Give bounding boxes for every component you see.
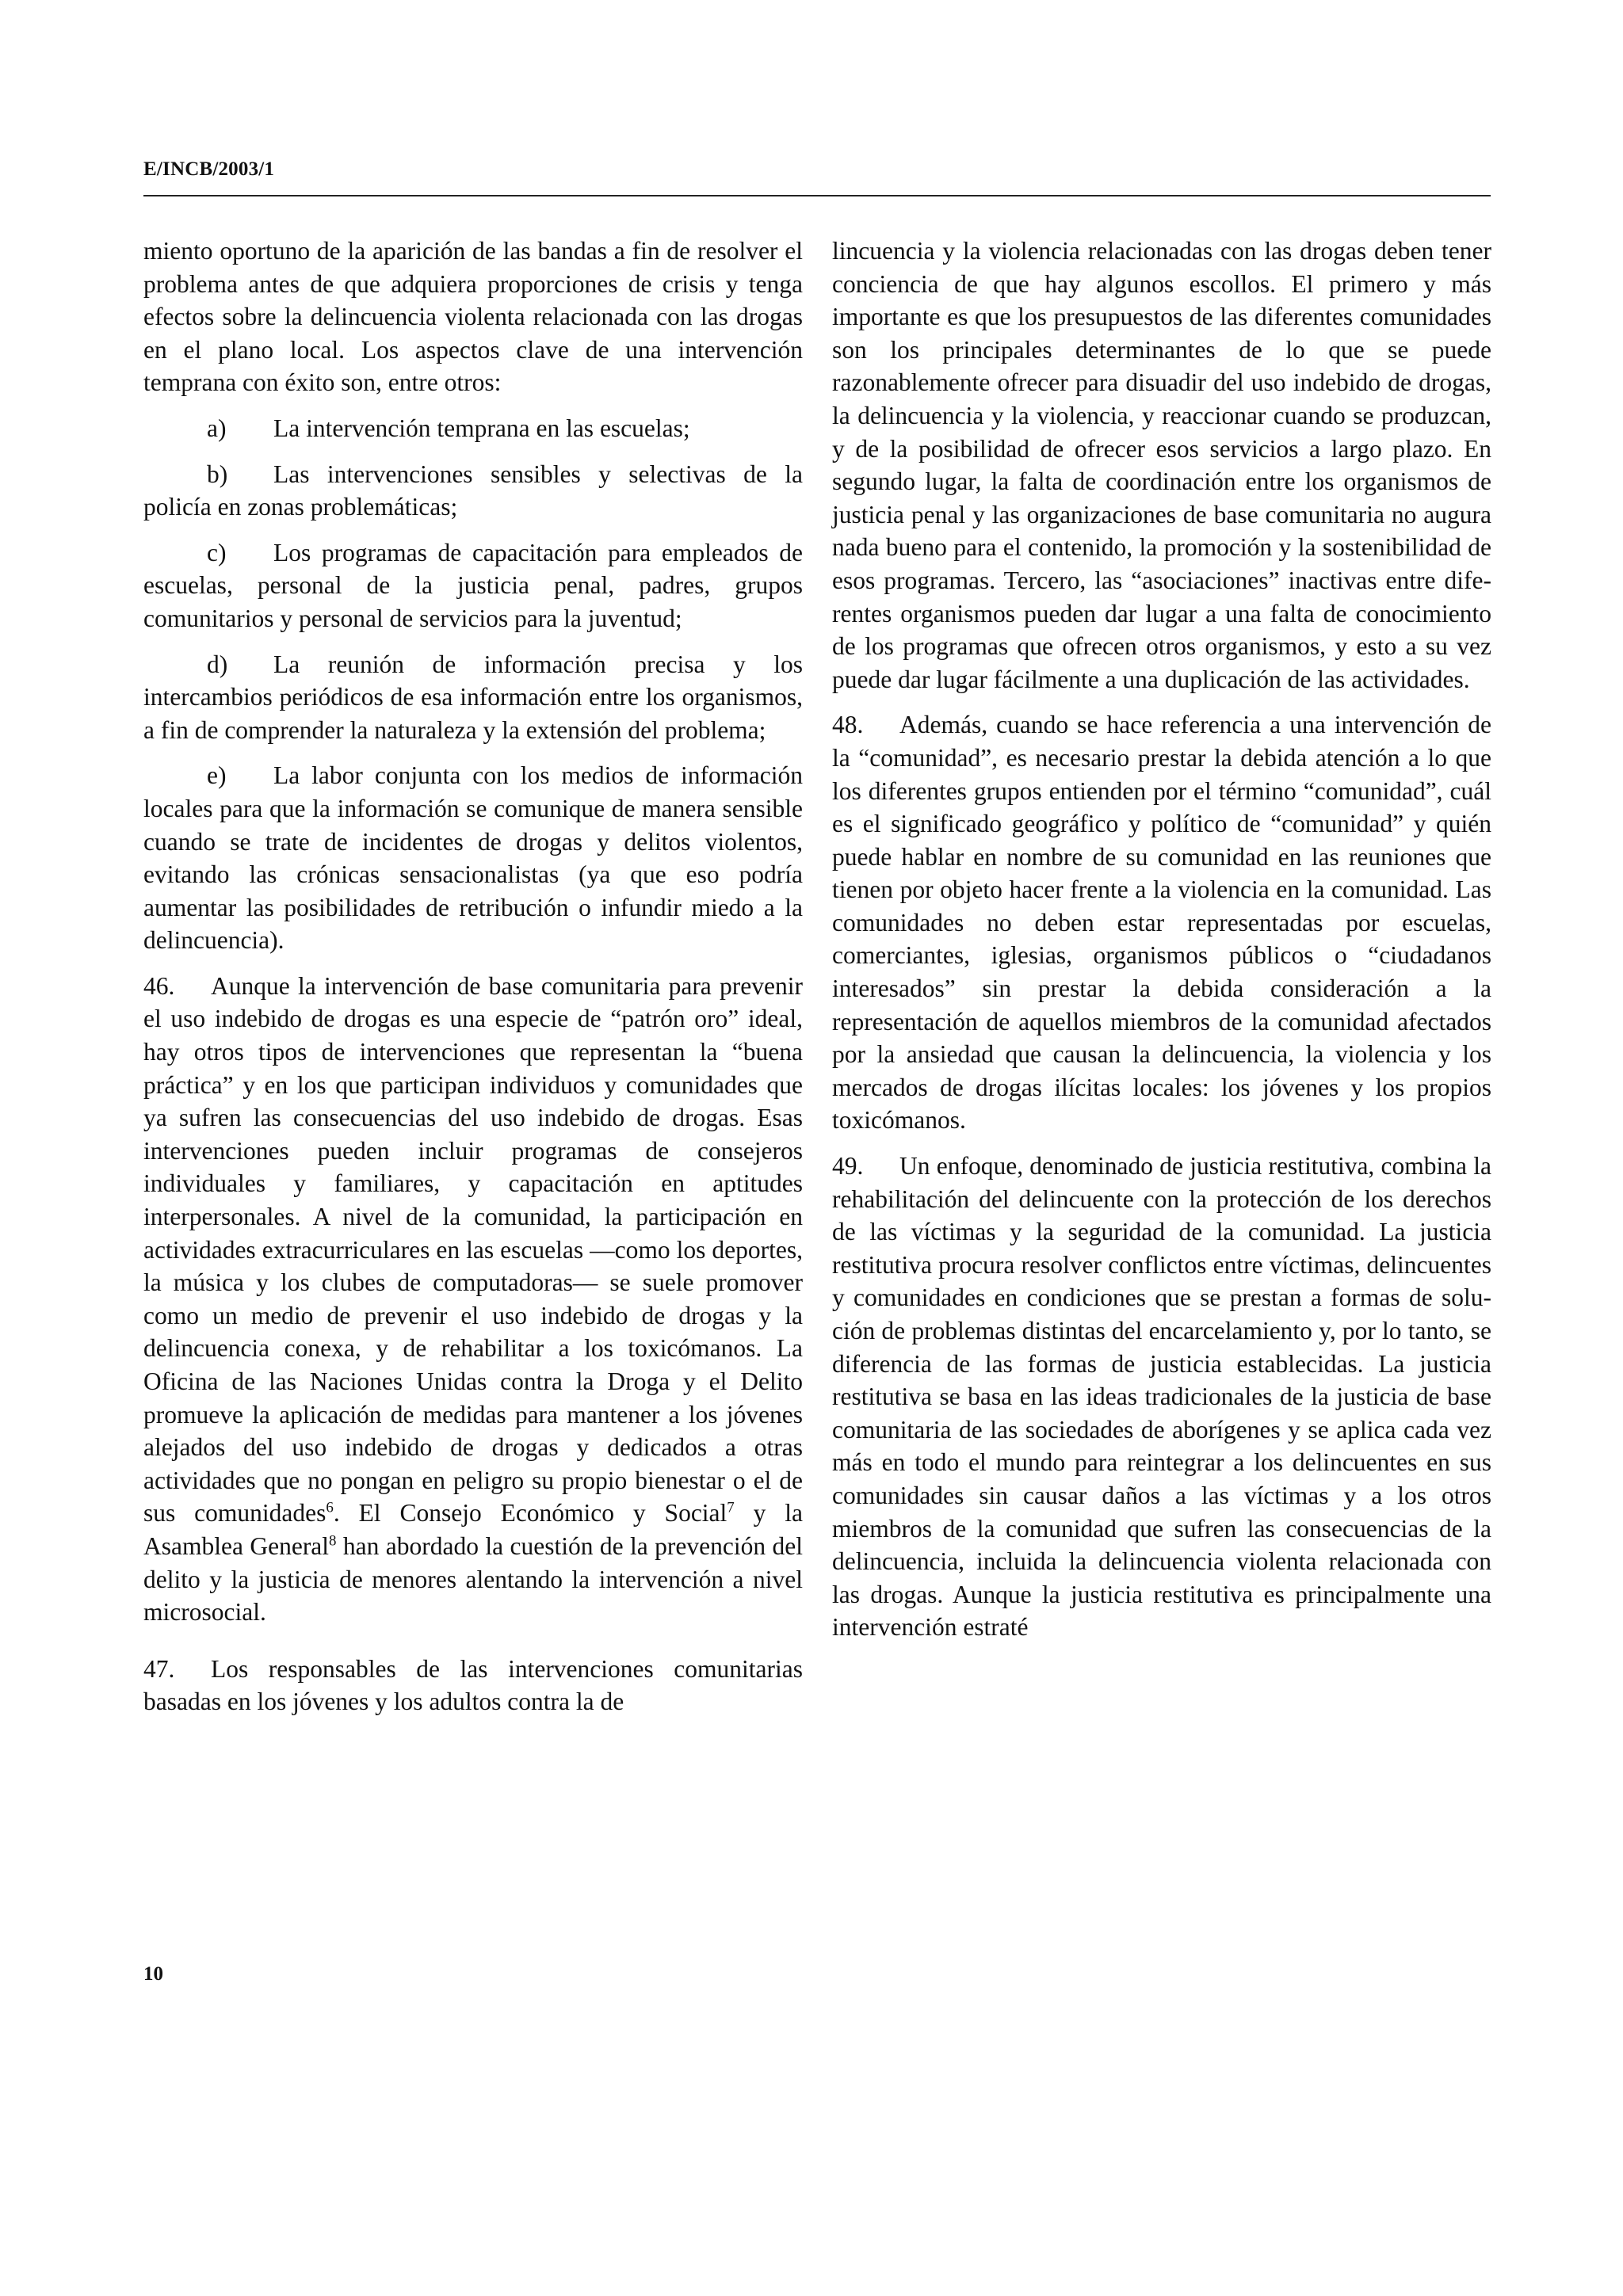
list-label: c) — [207, 538, 227, 566]
header-rule — [143, 195, 1491, 196]
paragraph-text: Los responsables de las intervenciones comunitarias basadas en los jóvenes y los adultos contra la de — [143, 1654, 803, 1716]
page-number: 10 — [143, 1963, 163, 1985]
paragraph-47 — [143, 1653, 803, 1718]
list-item-d — [143, 648, 803, 747]
footnote-ref-7: 7 — [727, 1499, 735, 1516]
paragraph-number: 47. — [143, 1654, 175, 1683]
list-text: Las intervenciones sensibles y selectivas de la policía en zonas problemáticas; — [143, 460, 803, 521]
paragraph-number: 48. — [832, 711, 864, 739]
paragraph-49 — [832, 1150, 1491, 1644]
paragraph-number: 46. — [143, 971, 175, 1000]
list-label: d) — [207, 650, 228, 678]
paragraph-46 — [143, 970, 803, 1629]
footnote-ref-6: 6 — [326, 1499, 334, 1516]
right-column — [832, 235, 1491, 1657]
list-text: Los programas de capacitación para empleados de escuelas, personal de la justicia penal, padres, grupos comunitarios y personal de servicios para la juventud; — [143, 538, 803, 632]
paragraph-text: Aunque la intervención de base comunitaria para prevenir el uso indebido de drogas es una especie de “patrón oro” ideal, hay otros tipos de intervenciones que representan la “buena práctica” y en los que participan individuos y comunidades que ya sufren las consecuencias del uso indebido de drogas. Esas intervenciones pueden incluir programas de consejeros individuales y familiares, y capacitación en aptitudes interpersonales. A nivel de la comunidad, la participación en actividades extracurriculares en las escuelas —como los deportes, la música y los clubes de computadoras— se suele promover como un medio de prevenir el uso indebido de drogas y la delincuencia conexa, y de rehabilitar a los toxicómanos. La Oficina de las Naciones Unidas contra la Droga y el Delito promueve la aplicación de medidas para mantener a los jóvenes alejados del uso indebido de drogas y dedicados a otras actividades que no pongan en peligro su propio bienestar o el de sus comunidades — [143, 971, 803, 1527]
paragraph-text: Además, cuando se hace referencia a una intervención de la “comunidad”, es necesario prestar la debida atención a lo que los diferentes grupos entienden por el término “comunidad”, cuál es el significado geográfico y político de “comunidad” y quién puede hablar en nombre de su comunidad en las reuniones que tienen por objeto hacer frente a la violencia en la comunidad. Las comunidades no deben estar representadas por escuelas, comerciantes, iglesias, organismos públicos o “ciudadanos interesados” sin prestar la debida consideración a la representación de aquellos miembros de la comunidad afectados por la ansiedad que causan la delincuencia, la violencia y los mercados de drogas ilícitas locales: los jóvenes y los propios toxicómanos. — [832, 711, 1491, 1135]
list-item-b — [143, 458, 803, 524]
list-text: La reunión de información precisa y los intercambios periódicos de esa información entre los organismos, a fin de comprender la naturaleza y la extensión del problema; — [143, 650, 803, 744]
paragraph-number: 49. — [832, 1152, 864, 1180]
list-label: a) — [207, 414, 227, 442]
list-label: e) — [207, 761, 227, 790]
list-text: La labor conjunta con los medios de información locales para que la información se comunique de manera sensible cuando se trate de incidentes de drogas y delitos violentos, evitando las crónicas sensacionalistas (ya que eso podría aumentar las posibilidades de retribución o infundir miedo a la delincuencia). — [143, 761, 803, 955]
document-code: E/INCB/2003/1 — [143, 158, 275, 180]
list-label: b) — [207, 460, 228, 488]
left-column — [143, 235, 803, 1731]
list-text: La intervención temprana en las escuelas; — [273, 414, 690, 442]
list-item-a — [143, 412, 803, 445]
paragraph-text: . El Consejo Económico y Social — [333, 1499, 727, 1527]
paragraph-45-continuation: miento oportuno de la aparición de las bandas a fin de resolver el problema antes de que adquiera proporciones de crisis y tenga efectos sobre la delincuencia violenta relacionada con las drogas en el plano local. Los aspectos clave de una intervención temprana con éxito son, entre otros: — [143, 237, 803, 397]
footnote-ref-8: 8 — [329, 1532, 337, 1550]
paragraph-text: han abordado la cuestión de la prevención del delito y la justicia de menores alentando la intervención a nivel microsocial. — [143, 1531, 803, 1627]
paragraph-text: Un enfoque, denominado de justicia restitutiva, combina la rehabilitación del delincuente con la protección de los derechos de las víctimas y la seguridad de la comunidad. La justicia restitutiva procura resolver conflictos entre víctimas, delincuentes y comunidades en condiciones que se prestan a formas de solución de problemas distintas del encarcelamiento y, por lo tanto, se diferencia de las formas de justicia establecidas. La justicia restitutiva se basa en las ideas tradicionales de la justicia de base comunitaria de las sociedades de aborígenes y se aplica cada vez más en todo el mundo para reintegrar a los delincuentes en sus comunidades sin causar daños a las víctimas y a los otros miembros de la comunidad que sufren las consecuencias de la delincuencia, incluida la delincuencia violenta relacionada con las drogas. Aunque la justicia restitutiva es principalmente una intervención estraté — [832, 1152, 1491, 1642]
list-item-c — [143, 536, 803, 635]
list-item-e — [143, 759, 803, 957]
paragraph-47-continuation: lincuencia y la violencia relacionadas con las drogas deben tener conciencia de que hay algunos escollos. El primero y más importante es que los presupuestos de las diferentes comunidades son los principales determinantes de lo que se puede razonablemente ofrecer para disuadir del uso indebido de drogas, la delincuencia y la violencia, y reaccionar cuando se produzcan, y de la posibilidad de ofrecer esos servicios a largo plazo. En segundo lugar, la falta de coordinación entre los organismos de justicia penal y las organizaciones de base comunitaria no augura nada bueno para el contenido, la promoción y la sostenibilidad de esos programas. Tercero, las “asociaciones” inactivas entre diferentes organismos pueden dar lugar a una falta de conocimiento de los programas que ofrecen otros organismos, y esto a su vez puede dar lugar fácilmente a una duplicación de las actividades. — [832, 237, 1491, 693]
paragraph-48 — [832, 708, 1491, 1137]
paragraph-text: y la Asamblea General — [143, 1499, 803, 1560]
